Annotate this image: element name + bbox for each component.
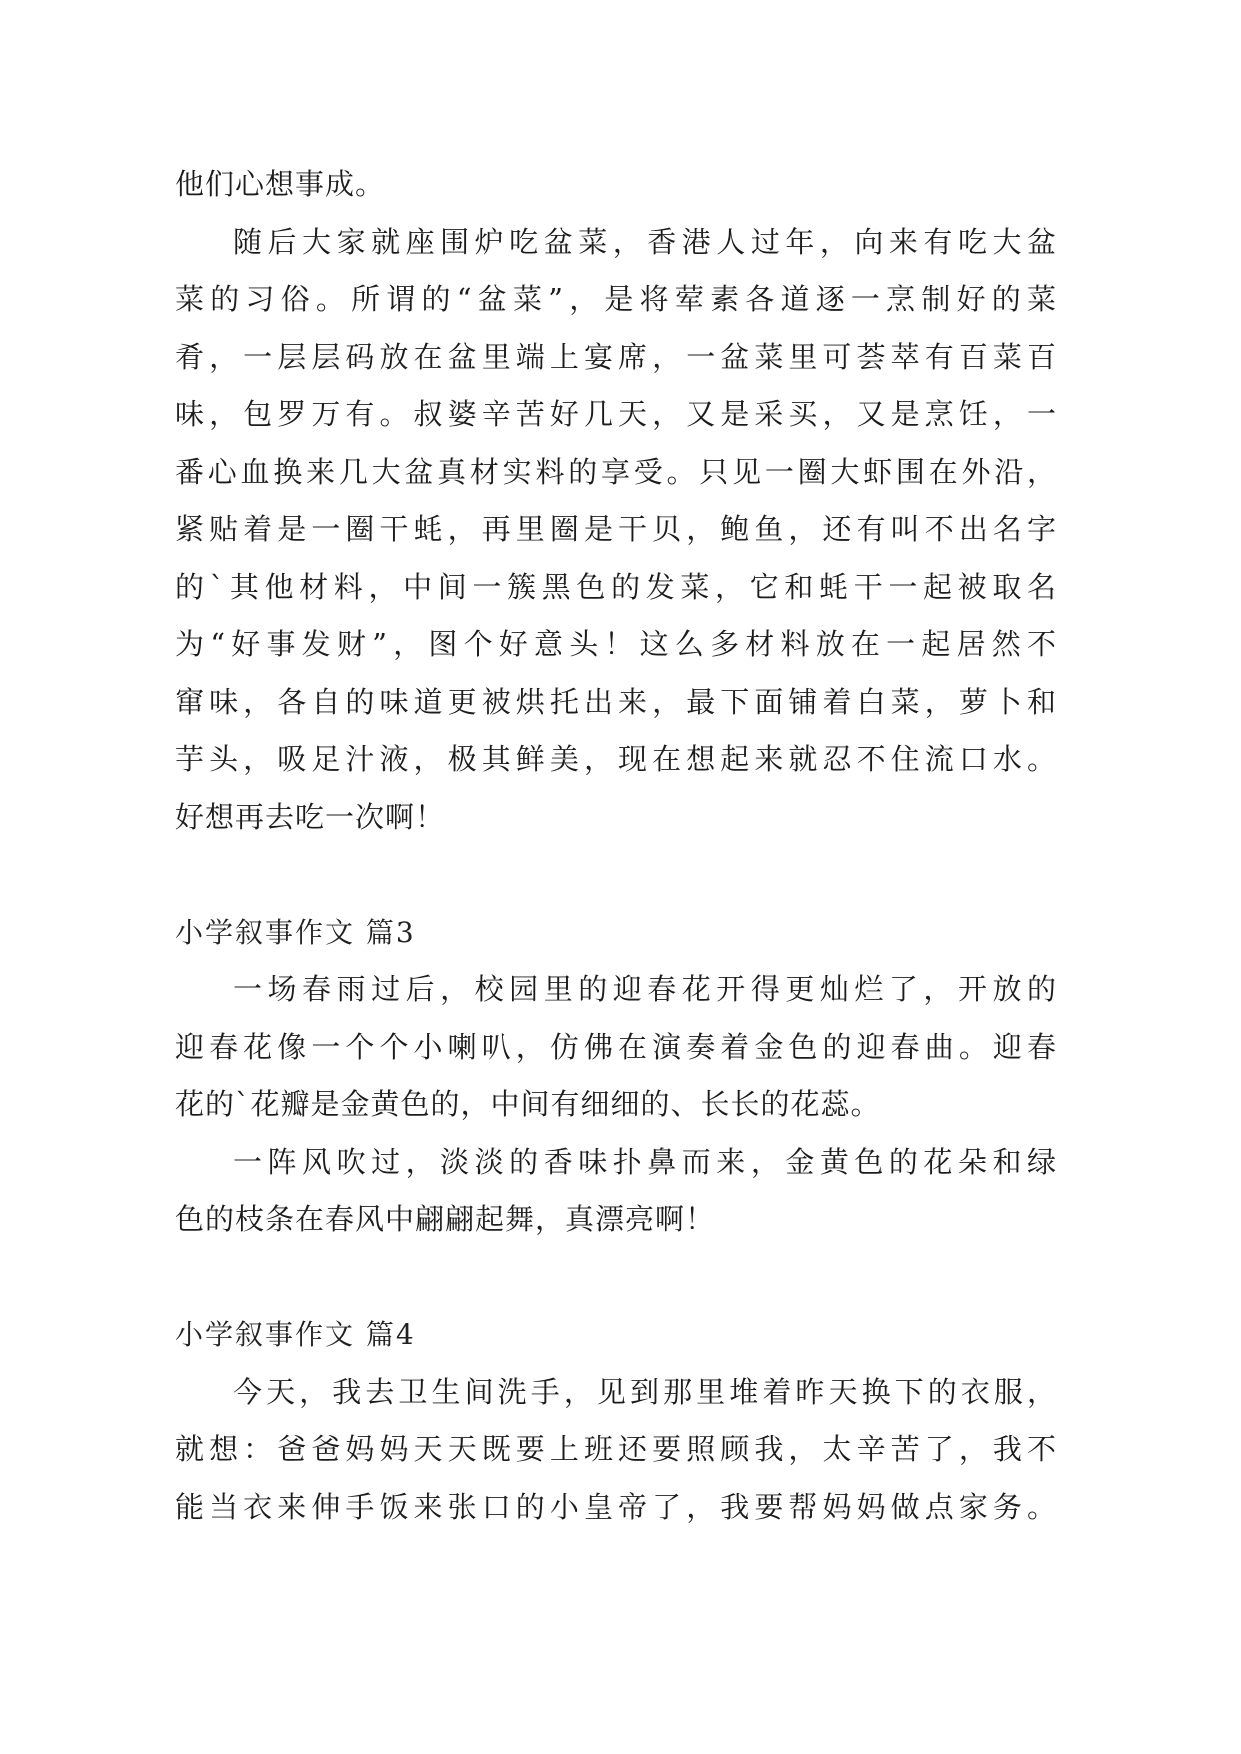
text-line: 番心血换来几大盆真材实料的享受。只见一圈大虾围在外沿， — [175, 454, 1057, 489]
text-line: 一阵风吹过，淡淡的香味扑鼻而来，金黄色的花朵和绿 — [233, 1144, 1057, 1179]
paragraph — [175, 156, 1057, 214]
paragraph — [175, 961, 1057, 1134]
text-line: 味，包罗万有。叔婆辛苦好几天，又是采买，又是烹饪，一 — [175, 397, 1057, 431]
text-line: 随后大家就座围炉吃盆菜，香港人过年，向来有吃大盆 — [233, 224, 1057, 259]
section-heading: 小学叙事作文 篇3 — [175, 915, 416, 949]
text-line: 色的枝条在春风中翩翩起舞，真漂亮啊！ — [175, 1202, 716, 1236]
text-line: 好想再去吃一次啊！ — [175, 799, 446, 834]
text-line: 一场春雨过后，校园里的迎春花开得更灿烂了，开放的 — [233, 972, 1057, 1006]
text-line: 他们心想事成。 — [175, 167, 386, 201]
text-line: 肴，一层层码放在盆里端上宴席，一盆菜里可荟萃有百菜百 — [175, 339, 1057, 374]
document-body — [175, 156, 1057, 1536]
text-line: 窜味，各自的味道更被烘托出来，最下面铺着白菜，萝卜和 — [175, 684, 1057, 719]
text-line: 花的`花瓣是金黄色的，中间有细细的、长长的花蕊。 — [175, 1087, 881, 1121]
text-line: 为“好事发财”，图个好意头！这么多材料放在一起居然不 — [175, 627, 1057, 661]
text-line: 芋头，吸足汁液，极其鲜美，现在想起来就忍不住流口水。 — [175, 742, 1057, 776]
text-line: 能当衣来伸手饭来张口的小皇帝了，我要帮妈妈做点家务。 — [175, 1489, 1057, 1524]
text-line: 今天，我去卫生间洗手，见到那里堆着昨天换下的衣服， — [233, 1374, 1057, 1409]
paragraph — [175, 214, 1057, 847]
section-heading: 小学叙事作文 篇4 — [175, 1318, 416, 1351]
paragraph — [175, 1364, 1057, 1537]
paragraph — [175, 1134, 1057, 1249]
text-line: 的`其他材料，中间一簇黑色的发菜，它和蚝干一起被取名 — [175, 569, 1057, 604]
text-line: 菜的习俗。所谓的“盆菜”，是将荤素各道逐一烹制好的菜 — [175, 282, 1057, 316]
text-line: 迎春花像一个个小喇叭，仿佛在演奏着金色的迎春曲。迎春 — [175, 1029, 1057, 1064]
text-line: 就想：爸爸妈妈天天既要上班还要照顾我，太辛苦了，我不 — [175, 1432, 1057, 1466]
text-line: 紧贴着是一圈干蚝，再里圈是干贝，鲍鱼，还有叫不出名字 — [175, 512, 1057, 546]
